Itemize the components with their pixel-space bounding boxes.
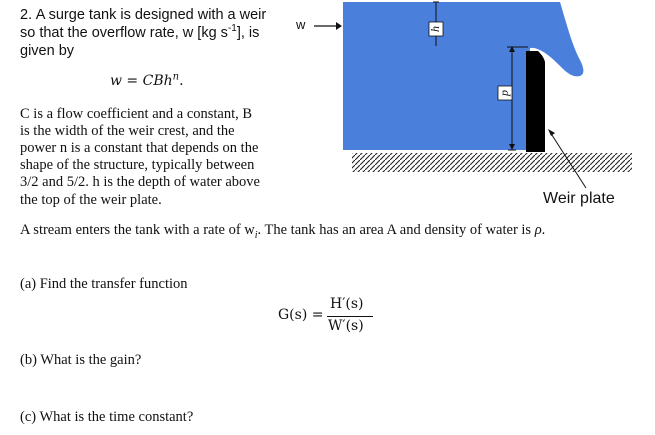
inflow-arrowhead — [336, 22, 342, 30]
problem-intro-1: A surge tank is designed with a weir — [35, 7, 267, 23]
desc-line-2: is the width of the weir crest, and the — [20, 123, 235, 139]
unit-superscript: -1 — [227, 23, 237, 35]
question-c: (c) What is the time constant? — [20, 409, 194, 425]
problem-number: 2. — [20, 7, 33, 23]
stream-subscript: i — [254, 229, 258, 241]
unit-close: ], is — [236, 25, 260, 41]
problem-intro-3: given by — [20, 43, 75, 59]
question-a: (a) Find the transfer function — [20, 276, 188, 292]
equation-body: w = CBh — [110, 73, 173, 89]
transfer-function-numerator: H′(s) — [330, 296, 364, 312]
tank-water — [343, 2, 583, 150]
p-label: p — [496, 90, 511, 96]
transfer-function — [278, 296, 388, 340]
transfer-function-denominator: W′(s) — [328, 318, 364, 334]
problem-intro-2: so that the overflow rate, w [kg s — [20, 25, 228, 41]
stream-text-b: . The tank has an area A and density of water is — [257, 222, 535, 238]
equation-end: . — [179, 73, 184, 89]
desc-line-5: 3/2 and 5/2. h is the depth of water above — [20, 174, 260, 190]
stream-text-a: A stream enters the tank with a rate of w — [20, 222, 255, 238]
weir-plate — [526, 51, 545, 152]
question-b: (b) What is the gain? — [20, 352, 142, 368]
weir-plate-label: Weir plate — [543, 190, 615, 207]
equation-exponent: n — [172, 71, 180, 83]
desc-line-1: C is a flow coefficient and a constant, B — [20, 106, 253, 122]
inflow-label: w — [296, 17, 306, 32]
rho-symbol: ρ — [534, 222, 542, 238]
weir-pointer-head — [548, 129, 555, 136]
stream-end: . — [541, 222, 546, 238]
h-label: h — [427, 26, 442, 32]
desc-line-4: shape of the structure, typically between — [20, 157, 255, 173]
desc-line-3: power n is a constant that depends on the — [20, 140, 259, 156]
desc-line-6: the top of the weir plate. — [20, 192, 162, 208]
transfer-function-lhs: G(s) = — [278, 307, 324, 323]
fraction-bar — [327, 316, 373, 317]
ground-hatch — [352, 153, 632, 172]
